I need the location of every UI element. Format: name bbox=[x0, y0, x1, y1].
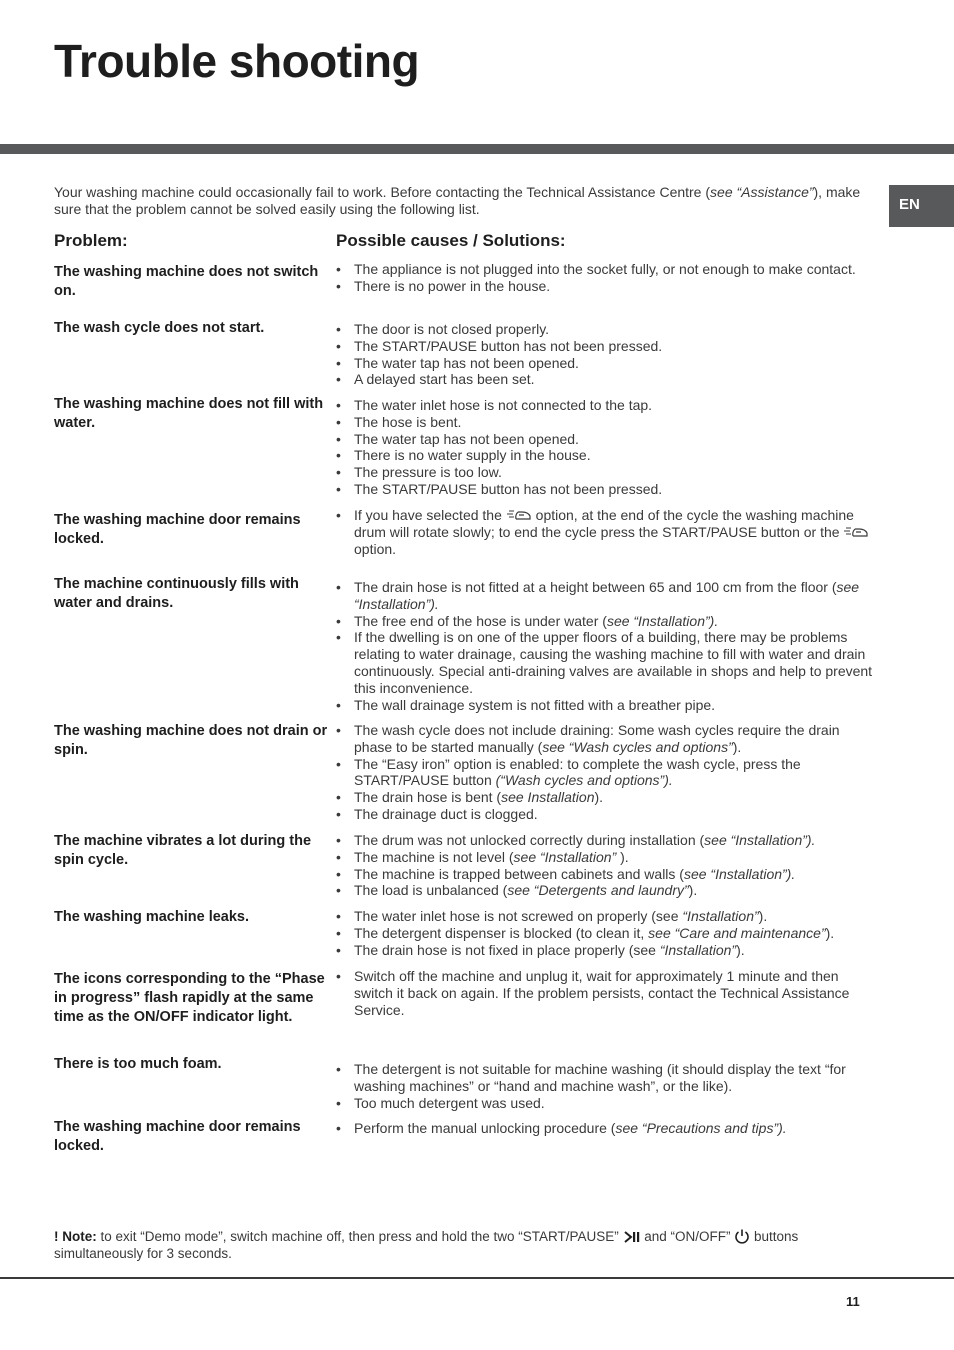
causes-list bbox=[336, 321, 876, 388]
intro-text bbox=[54, 184, 874, 218]
cause-item bbox=[336, 1061, 876, 1095]
cause-text: The detergent is not suitable for machine washing (it should display the text “for washing machines” or “hand and machine wash”, or the like). bbox=[354, 1061, 846, 1094]
cause-text: The hose is bent. bbox=[354, 413, 462, 430]
problem-text: The washing machine door remains locked. bbox=[54, 512, 301, 547]
cause-text: The appliance is not plugged into the socket fully, or not enough to make contact. bbox=[354, 261, 856, 277]
cause-text: The machine is trapped between cabinets and walls ( bbox=[354, 865, 684, 882]
cause-item bbox=[336, 925, 876, 942]
cause-ref: see “Installation”). bbox=[606, 612, 719, 629]
intro-part1: Your washing machine could occasionally fail to work. Before contacting the Technical Assistance Centre ( bbox=[54, 184, 711, 200]
cause-text: The drain hose is not fixed in place properly (see bbox=[354, 941, 660, 958]
cause-text: The START/PAUSE button has not been pressed. bbox=[354, 337, 663, 354]
cause-item bbox=[336, 789, 876, 806]
cause-text-cont: option, at the end of the cycle the washing machine drum will rotate slowly; to end the cycle press the START/PAUSE button or the bbox=[354, 507, 854, 540]
cause-ref: “Installation” bbox=[659, 941, 737, 958]
problem-text: The washing machine leaks. bbox=[54, 909, 250, 925]
cause-ref: see “Detergents and laundry” bbox=[507, 882, 689, 899]
cause-ref: see “Installation”). bbox=[683, 865, 796, 882]
cause-item bbox=[336, 806, 876, 823]
note-warning-mark: ! bbox=[54, 1229, 59, 1244]
cause-text: The water tap has not been opened. bbox=[354, 430, 579, 447]
cause-after: ). bbox=[688, 882, 698, 899]
intro-part2: ), make sure that the problem cannot be solved easily using the following list. bbox=[54, 184, 861, 217]
problem-text: The machine continuously fills with water and drains. bbox=[54, 576, 299, 611]
cause-text: The water inlet hose is not screwed on properly (see bbox=[354, 908, 683, 924]
cause-text: A delayed start has been set. bbox=[354, 371, 535, 388]
problem-text: The machine vibrates a lot during the spin cycle. bbox=[54, 833, 312, 868]
causes-list bbox=[336, 1061, 876, 1111]
cause-item bbox=[336, 579, 876, 613]
cause-ref: see “Care and maintenance” bbox=[648, 924, 826, 941]
cause-item bbox=[336, 832, 876, 849]
cause-text: If you have selected the bbox=[354, 507, 506, 523]
cause-item bbox=[336, 882, 876, 899]
cause-text: The START/PAUSE button has not been pressed. bbox=[354, 480, 663, 497]
cause-text: The load is unbalanced ( bbox=[354, 882, 508, 899]
cause-after: ). bbox=[594, 789, 604, 806]
cause-text-end: option. bbox=[354, 540, 397, 557]
cause-item bbox=[336, 447, 876, 464]
cause-ref: see “Installation”). bbox=[704, 832, 816, 848]
cause-after: ). bbox=[758, 908, 768, 924]
power-icon bbox=[734, 1228, 750, 1244]
cause-item bbox=[336, 1095, 876, 1112]
cause-after: ). bbox=[736, 941, 745, 958]
cause-item bbox=[336, 371, 876, 388]
cause-after: ). bbox=[732, 738, 742, 755]
cause-item bbox=[336, 338, 876, 355]
intro-ref: see “Assistance” bbox=[710, 184, 814, 200]
start-pause-icon bbox=[623, 1230, 641, 1244]
cause-item bbox=[336, 1120, 876, 1137]
problem-text: The washing machine does not drain or spin. bbox=[54, 723, 328, 758]
cause-item bbox=[336, 278, 876, 295]
cause-item bbox=[336, 355, 876, 372]
causes-list bbox=[336, 1120, 876, 1137]
causes-list bbox=[336, 908, 876, 958]
cause-item bbox=[336, 849, 876, 866]
cause-item bbox=[336, 414, 876, 431]
cause-after: ). bbox=[616, 848, 629, 865]
cause-text: Too much detergent was used. bbox=[354, 1094, 545, 1111]
cause-text: The drainage duct is clogged. bbox=[354, 805, 538, 822]
cause-text: The drum was not unlocked correctly during installation ( bbox=[354, 832, 705, 848]
problem-text: The washing machine door remains locked. bbox=[54, 1119, 301, 1154]
cause-item bbox=[336, 613, 876, 630]
cause-item bbox=[336, 464, 876, 481]
cause-text: The wall drainage system is not fitted with a breather pipe. bbox=[354, 696, 716, 713]
causes-column-header: Possible causes / Solutions: bbox=[336, 231, 566, 250]
problem-text: The washing machine does not fill with water. bbox=[54, 396, 324, 431]
cause-text: The detergent dispenser is blocked (to clean it, bbox=[354, 924, 649, 941]
cause-ref: see Installation bbox=[501, 789, 595, 806]
cause-text: The door is not closed properly. bbox=[354, 321, 550, 337]
cause-item bbox=[336, 629, 876, 696]
cause-item bbox=[336, 431, 876, 448]
note-text-cont: and “ON/OFF” bbox=[640, 1229, 735, 1244]
cause-ref: see “Wash cycles and options” bbox=[542, 738, 733, 755]
causes-list bbox=[336, 832, 876, 899]
cause-item bbox=[336, 261, 876, 278]
easy-iron-icon bbox=[843, 526, 869, 538]
cause-text: The water tap has not been opened. bbox=[354, 354, 579, 371]
cause-item bbox=[336, 722, 876, 756]
problem-column-header: Problem: bbox=[54, 231, 128, 250]
note-text-end: buttons simultaneously for 3 seconds. bbox=[54, 1229, 799, 1261]
cause-item bbox=[336, 397, 876, 414]
causes-list bbox=[336, 579, 876, 713]
cause-ref: see “Installation” bbox=[513, 848, 617, 865]
page-number: 11 bbox=[846, 1294, 860, 1309]
footer-rule bbox=[0, 1277, 954, 1279]
causes-list bbox=[336, 722, 876, 823]
page-title: Trouble shooting bbox=[54, 35, 420, 87]
cause-text: Switch off the machine and unplug it, wait for approximately 1 minute and then switch it back on again. If the problem persists, contact the Technical Assistance Service. bbox=[354, 968, 850, 1018]
cause-item bbox=[336, 321, 876, 338]
causes-list bbox=[336, 261, 876, 295]
cause-item bbox=[336, 697, 876, 714]
cause-text: The drain hose is not fitted at a height between 65 and 100 cm from the floor ( bbox=[354, 579, 837, 595]
problem-text: The wash cycle does not start. bbox=[54, 320, 265, 336]
problem-text: The washing machine does not switch on. bbox=[54, 264, 319, 299]
header-rule bbox=[0, 144, 954, 154]
cause-text: The drain hose is bent ( bbox=[354, 789, 502, 806]
cause-text: The machine is not level ( bbox=[354, 848, 514, 865]
cause-text: The water inlet hose is not connected to the tap. bbox=[354, 397, 653, 413]
cause-item bbox=[336, 908, 876, 925]
cause-item bbox=[336, 866, 876, 883]
cause-text: Perform the manual unlocking procedure ( bbox=[354, 1120, 616, 1136]
cause-item bbox=[336, 481, 876, 498]
note-label: Note: bbox=[62, 1229, 97, 1244]
cause-text: If the dwelling is on one of the upper floors of a building, there may be problems relating to water drainage, causing the washing machine to fill with water and drain continuously. Special anti-draining valves are available in shops and help to prevent this inconvenience. bbox=[354, 629, 873, 696]
cause-item bbox=[336, 756, 876, 790]
cause-text: The pressure is too low. bbox=[354, 464, 502, 481]
problem-text: There is too much foam. bbox=[54, 1056, 222, 1072]
cause-item bbox=[336, 968, 876, 1018]
cause-item bbox=[336, 942, 876, 959]
causes-list bbox=[336, 397, 876, 498]
cause-text: The free end of the hose is under water ( bbox=[354, 612, 607, 629]
cause-ref: see “Installation”). bbox=[354, 579, 860, 612]
language-tab: EN bbox=[889, 185, 954, 227]
cause-ref: see “Precautions and tips”). bbox=[615, 1120, 787, 1136]
cause-text: There is no water supply in the house. bbox=[354, 447, 591, 464]
causes-list bbox=[336, 968, 876, 1018]
demo-mode-note bbox=[54, 1228, 884, 1262]
easy-iron-icon bbox=[506, 509, 532, 521]
problem-text: The icons corresponding to the “Phase in progress” flash rapidly at the same time as the ON/OFF indicator light. bbox=[54, 971, 325, 1025]
cause-after: ). bbox=[825, 924, 835, 941]
cause-text: The wash cycle does not include draining: Some wash cycles require the drain phase to be started manually ( bbox=[354, 722, 840, 755]
cause-item bbox=[336, 507, 876, 557]
cause-ref: (“Wash cycles and options”). bbox=[495, 772, 673, 789]
cause-text: The “Easy iron” option is enabled: to complete the wash cycle, press the START/PAUSE button bbox=[354, 755, 801, 789]
cause-text: There is no power in the house. bbox=[354, 277, 551, 294]
causes-list bbox=[336, 507, 876, 557]
cause-ref: “Installation” bbox=[682, 908, 759, 924]
note-text: to exit “Demo mode”, switch machine off, then press and hold the two “START/PAUSE” bbox=[96, 1229, 623, 1244]
